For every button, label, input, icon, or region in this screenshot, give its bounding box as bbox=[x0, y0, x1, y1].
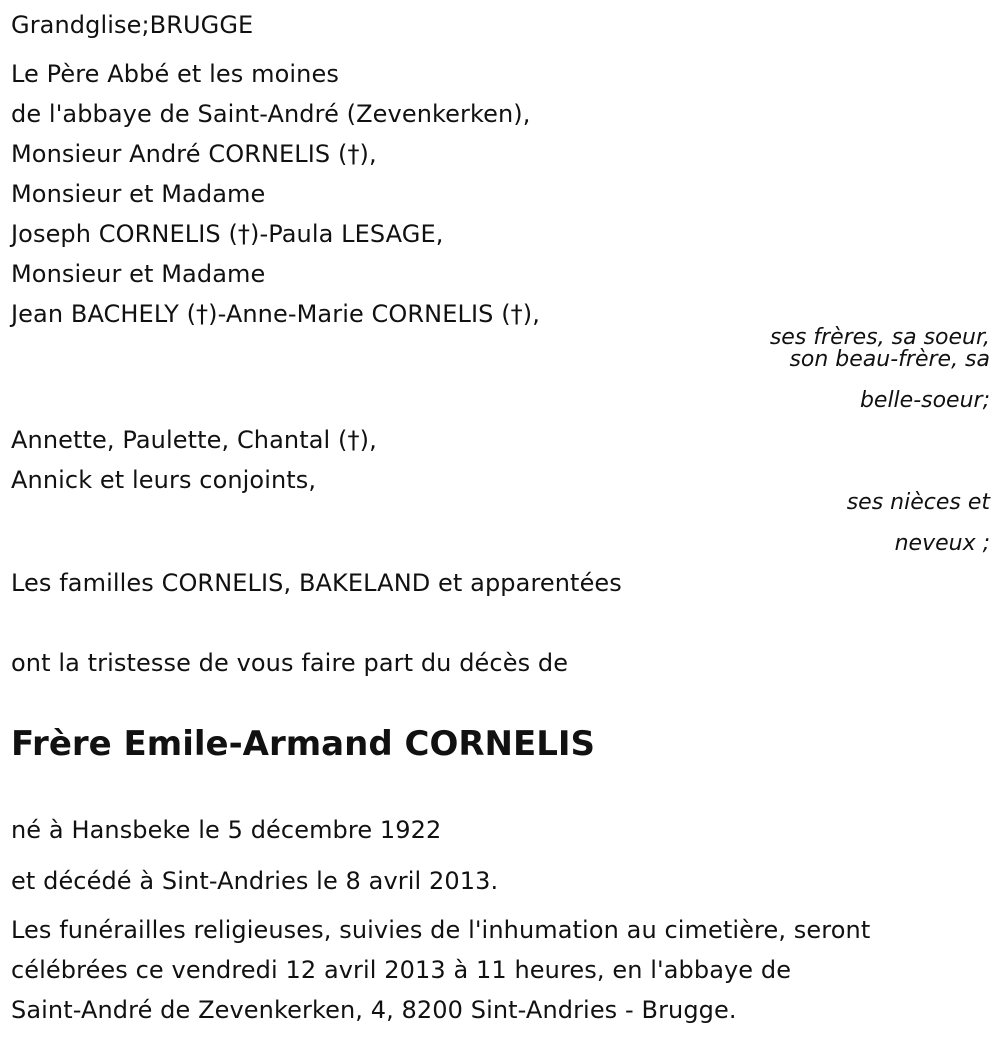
family-line: Joseph CORNELIS (†)-Paula LESAGE, bbox=[11, 220, 444, 248]
place-line: Grandglise;BRUGGE bbox=[11, 11, 254, 39]
birth-line: né à Hansbeke le 5 décembre 1922 bbox=[11, 816, 442, 844]
funeral-line: Les funérailles religieuses, suivies de l'inhumation au cimetière, seront bbox=[11, 916, 871, 944]
funeral-line: célébrées ce vendredi 12 avril 2013 à 11 heures, en l'abbaye de bbox=[11, 956, 792, 984]
funeral-line: Saint-André de Zevenkerken, 4, 8200 Sint-Andries - Brugge. bbox=[11, 996, 737, 1024]
deceased-name: Frère Emile-Armand CORNELIS bbox=[11, 724, 596, 764]
relation-label: neveux ; bbox=[894, 531, 990, 556]
family-line: Monsieur André CORNELIS (†), bbox=[11, 140, 377, 168]
relation-label: belle-soeur; bbox=[859, 388, 990, 413]
announcement-line: ont la tristesse de vous faire part du décès de bbox=[11, 649, 569, 677]
family-line: Le Père Abbé et les moines bbox=[11, 60, 339, 88]
relation-label: son beau-frère, sa bbox=[789, 347, 990, 372]
family-line: Jean BACHELY (†)-Anne-Marie CORNELIS (†), bbox=[11, 300, 540, 328]
family-line: Monsieur et Madame bbox=[11, 260, 266, 288]
nieces-line: Annick et leurs conjoints, bbox=[11, 466, 317, 494]
families-line: Les familles CORNELIS, BAKELAND et apparentées bbox=[11, 569, 622, 597]
relation-label: ses nièces et bbox=[846, 490, 990, 515]
death-line: et décédé à Sint-Andries le 8 avril 2013. bbox=[11, 867, 499, 895]
nieces-line: Annette, Paulette, Chantal (†), bbox=[11, 426, 377, 454]
relation-label: ses frères, sa soeur, bbox=[769, 325, 990, 350]
family-line: Monsieur et Madame bbox=[11, 180, 266, 208]
family-line: de l'abbaye de Saint-André (Zevenkerken), bbox=[11, 100, 531, 128]
